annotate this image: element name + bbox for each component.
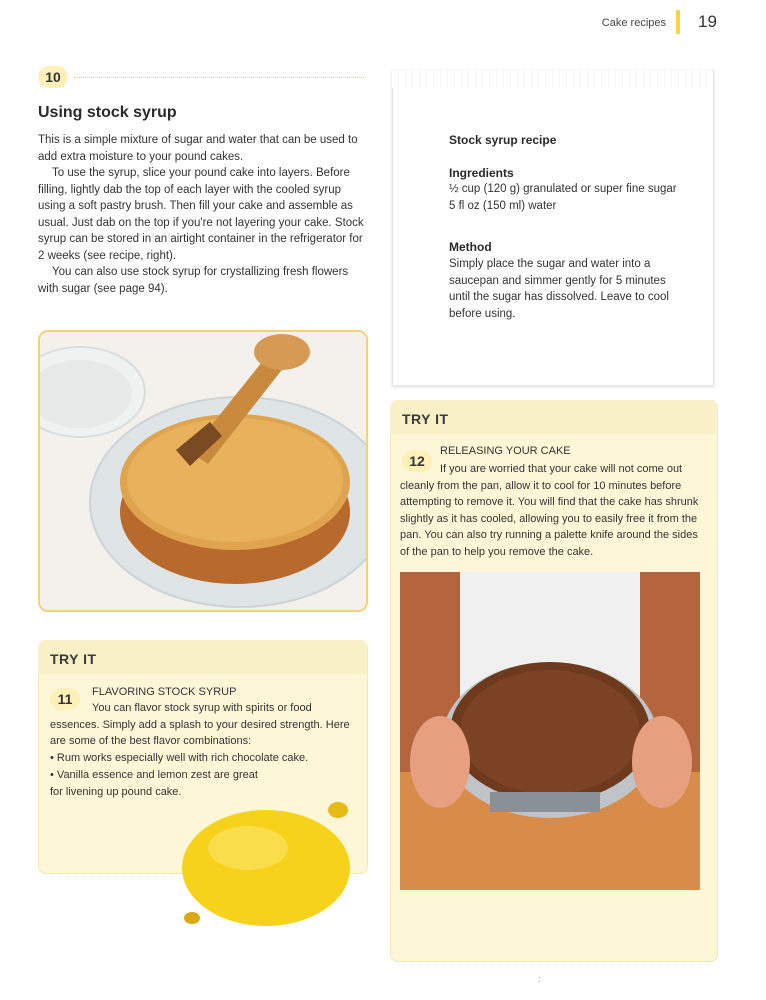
section-title: Using stock syrup bbox=[38, 104, 177, 121]
tip-text: If you are worried that your cake will not come out cleanly from the pan, allow it to cool for 10 minutes before attempting to remove it. You will find that the cake has shrunk slightly as it has cooled, allowing you to easily free it from the pan. You can also try running a palette knife around the sides of the pan to help you remove the cake. bbox=[400, 463, 699, 558]
lemon-image bbox=[178, 790, 358, 935]
tip-title: RELEASING YOUR CAKE bbox=[440, 445, 571, 457]
running-head-section: Cake recipes bbox=[601, 17, 666, 29]
step-10-body bbox=[38, 132, 368, 297]
page-number: 19 bbox=[698, 12, 717, 31]
step-12-badge: 12 bbox=[402, 450, 432, 472]
brushing-syrup-illustration bbox=[40, 332, 366, 610]
recipe-card-perforation bbox=[392, 70, 712, 88]
photo-removing-cake bbox=[400, 572, 700, 890]
running-head-accent-bar bbox=[676, 10, 680, 34]
ingredients-label: Ingredients bbox=[449, 166, 514, 180]
method-text: Simply place the sugar and water into a saucepan and simmer gently for 5 minutes until the sugar has dissolved. Leave to cool before using. bbox=[449, 258, 669, 320]
body-paragraph: This is a simple mixture of sugar and water that can be used to add extra moisture to your pound cakes. bbox=[38, 134, 358, 163]
step-11-badge: 11 bbox=[50, 688, 80, 710]
try-it-heading: TRY IT bbox=[402, 411, 449, 427]
ingredient-line: ½ cup (120 g) granulated or super fine sugar bbox=[449, 183, 677, 195]
lemon-illustration bbox=[178, 790, 358, 930]
recipe-title: Stock syrup recipe bbox=[449, 133, 557, 147]
footer-mark: : bbox=[538, 974, 541, 984]
tip-intro: You can flavor stock syrup with spirits or food essences. Simply add a splash to your desired strength. Here are some of the best flavor combinations: bbox=[50, 702, 350, 747]
removing-cake-illustration bbox=[400, 572, 700, 890]
tip-bullet: • Rum works especially well with rich chocolate cake. bbox=[50, 752, 309, 764]
photo-brushing-syrup bbox=[38, 330, 368, 612]
recipe-card bbox=[392, 70, 714, 386]
body-paragraph: You can also use stock syrup for crystallizing fresh flowers with sugar (see page 94). bbox=[38, 266, 349, 295]
tip-bullet: • Vanilla essence and lemon zest are great for livening up pound cake. bbox=[50, 769, 258, 798]
bullet-text: Rum works especially well with rich chocolate cake. bbox=[56, 752, 309, 764]
method-label: Method bbox=[449, 240, 492, 254]
step-10-badge: 10 bbox=[38, 66, 68, 88]
step-10-rule bbox=[74, 77, 364, 78]
body-paragraph: To use the syrup, slice your pound cake into layers. Before filling, lightly dab the top of each layer with the cooled syrup using a soft pastry brush. Then fill your cake and assemble as usual. Just dab on the top if you're not layering your cake. Stock syrup can be stored in an airtight container in the refrigerator for 2 weeks (see recipe, right). bbox=[38, 167, 364, 262]
bullet-text: Vanilla essence and lemon zest are great for livening up pound cake. bbox=[50, 769, 258, 798]
try-it-heading: TRY IT bbox=[50, 651, 97, 667]
tip-title: FLAVORING STOCK SYRUP bbox=[92, 686, 237, 698]
ingredient-line: 5 fl oz (150 ml) water bbox=[449, 200, 557, 212]
